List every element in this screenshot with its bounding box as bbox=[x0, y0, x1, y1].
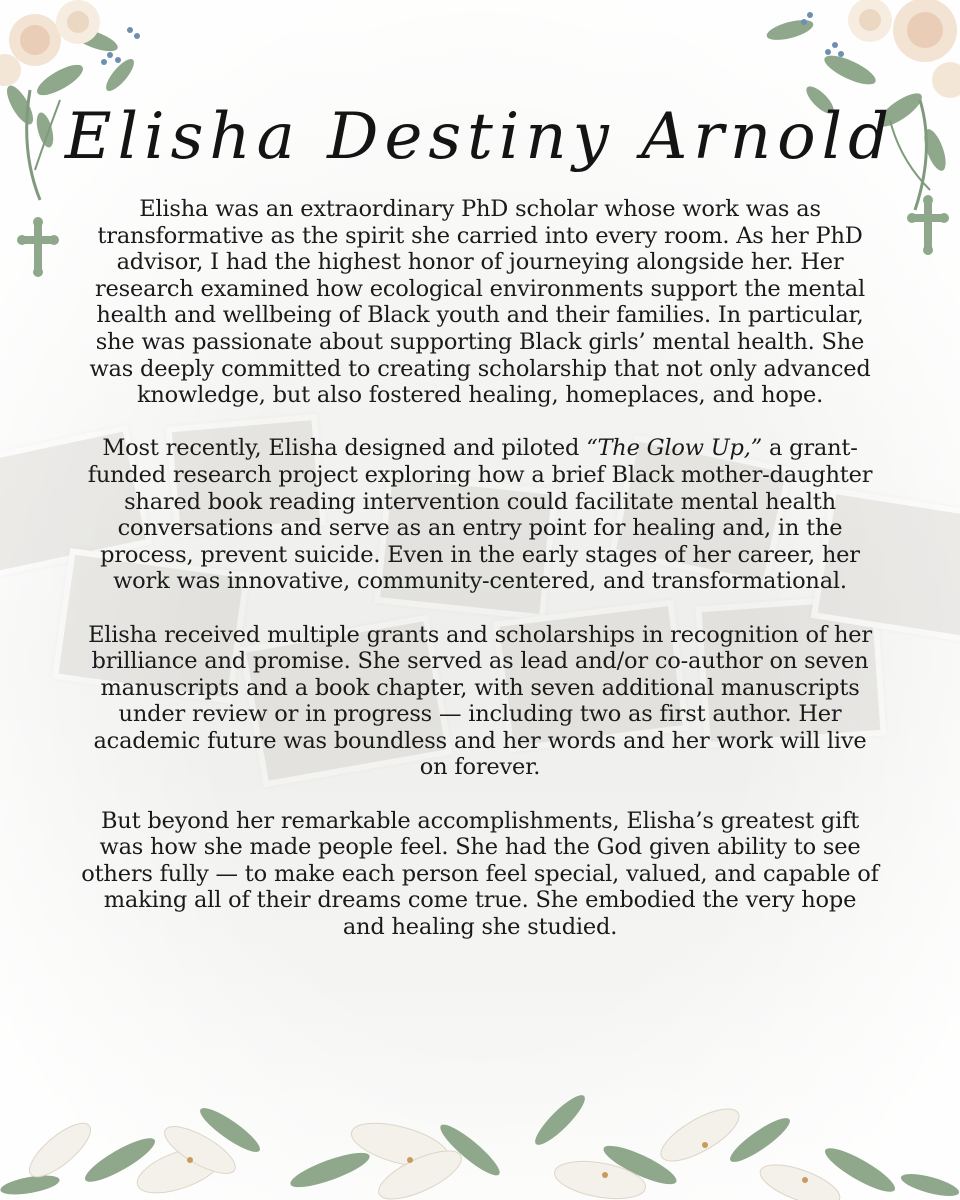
paragraph-legacy: But beyond her remarkable accomplishments, Elisha’s greatest gift was how she made people feel. She had the God given ability to see others fully — to make each person feel special, valued, and capable of making all of their dreams come true. She embodied the very hope and healing she studied. bbox=[81, 807, 879, 941]
paragraph-accomplishments: Elisha received multiple grants and scholarships in recognition of her brilliance and promise. She served as lead and/or co-author on seven manuscripts and a book chapter, with seven additional manuscripts under review or in progress — including two as first author. Her academic future was boundless and her words and her work will live on forever. bbox=[88, 621, 872, 781]
paragraph-research: Elisha was an extraordinary PhD scholar whose work was as transformative as the spirit she carried into every room. As her PhD advisor, I had the highest honor of journeying alongside her. Her research examined how ecological environments support the mental health and wellbeing of Black youth and their families. In particular, she was passionate about supporting Black girls’ mental health. She was deeply committed to creating scholarship that not only advanced knowledge, but also fostered healing, homeplaces, and hope. bbox=[89, 196, 871, 409]
project-title: “The Glow Up,” bbox=[586, 435, 763, 462]
paragraph-glow-up-rest: a grant-funded research project exploring how a brief Black mother-daughter shared book reading intervention could facilitate mental health conversations and serve as an entry point for healing and, in the process, prevent suicide. Even in the early stages of her career, her work was innovative, community-centered, and transformational. bbox=[87, 435, 873, 595]
page-title: Elisha Destiny Arnold bbox=[64, 100, 896, 174]
paragraph-glow-up bbox=[80, 435, 880, 595]
tribute-text bbox=[80, 196, 880, 967]
bottom-lily-border-decoration bbox=[0, 1090, 960, 1200]
paragraph-glow-up-intro: Most recently, Elisha designed and piloted bbox=[102, 435, 587, 462]
